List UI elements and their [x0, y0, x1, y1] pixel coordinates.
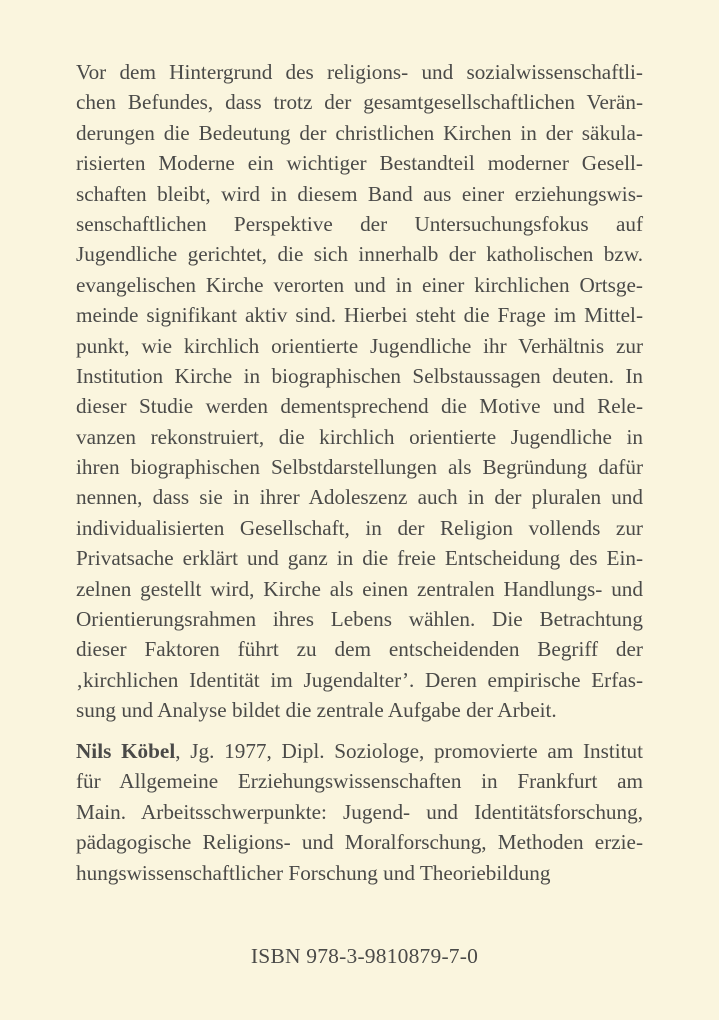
blurb-line: sung und Analyse bildet die zentrale Aufgabe der Arbeit. [76, 698, 557, 723]
bio-first-line-text: , Jg. 1977, Dipl. Soziologe, promovierte am Institut [175, 739, 644, 763]
blurb-line: schaften bleibt, wird in diesem Band aus einer erziehungswis- [76, 181, 643, 206]
blurb-line: dieser Faktoren führt zu dem entscheidenden Begriff der [76, 637, 643, 662]
isbn-number: ISBN 978-3-9810879-7-0 [250, 944, 479, 968]
blurb-line: dieser Studie werden dementsprechend die Motive und Rele- [76, 394, 643, 419]
blurb-line: punkt, wie kirchlich orientierte Jugendliche ihr Verhältnis zur [76, 333, 643, 358]
blurb-line: ‚kirchlichen Identität im Jugendalter’. Deren empirische Erfas- [76, 667, 643, 692]
author-bio [76, 736, 643, 888]
blurb-line: risierten Moderne ein wichtiger Bestandteil moderner Gesell- [76, 151, 643, 176]
blurb-line: individualisierten Gesellschaft, in der Religion vollends zur [76, 515, 643, 540]
blurb-line: Vor dem Hintergrund des religions- und sozialwissenschaftli- [76, 60, 643, 84]
bio-line: für Allgemeine Erziehungswissenschaften in Frankfurt am [76, 769, 643, 794]
bio-line: Main. Arbeitsschwerpunkte: Jugend- und Identitätsforschung, [76, 799, 643, 824]
blurb-line: Privatsache erklärt und ganz in die freie Entscheidung des Ein- [76, 546, 643, 571]
blurb-line: meinde signifikant aktiv sind. Hierbei steht die Frage im Mittel- [76, 303, 643, 328]
bio-line: pädagogische Religions- und Moralforschung, Methoden erzie- [76, 830, 643, 855]
blurb-line: Orientierungsrahmen ihres Lebens wählen. Die Betrachtung [76, 607, 643, 632]
author-name: Nils Köbel [76, 739, 176, 763]
blurb-line: vanzen rekonstruiert, die kirchlich orientierte Jugendliche in [76, 424, 643, 449]
blurb-line: nennen, dass sie in ihrer Adoleszenz auch in der pluralen und [76, 485, 643, 510]
blurb-line: evangelischen Kirche verorten und in einer kirchlichen Ortsge- [76, 272, 643, 297]
bio-line: hungswissenschaftlicher Forschung und Theoriebildung [76, 860, 551, 885]
bio-line [76, 736, 643, 766]
blurb-line: ihren biographischen Selbstdarstellungen als Begründung dafür [76, 455, 643, 480]
blurb-line: derungen die Bedeutung der christlichen Kirchen in der säkula- [76, 120, 643, 145]
blurb-line: zelnen gestellt wird, Kirche als einen zentralen Handlungs- und [76, 576, 643, 601]
blurb-paragraph [76, 57, 643, 726]
blurb-line: chen Befundes, dass trotz der gesamtgesellschaftlichen Verän- [76, 90, 643, 115]
blurb-line: senschaftlichen Perspektive der Untersuchungsfokus auf [76, 211, 643, 236]
blurb-line: Institution Kirche in biographischen Selbstaussagen deuten. In [76, 363, 643, 388]
blurb-line: Jugendliche gerichtet, die sich innerhalb der katholischen bzw. [76, 242, 643, 267]
